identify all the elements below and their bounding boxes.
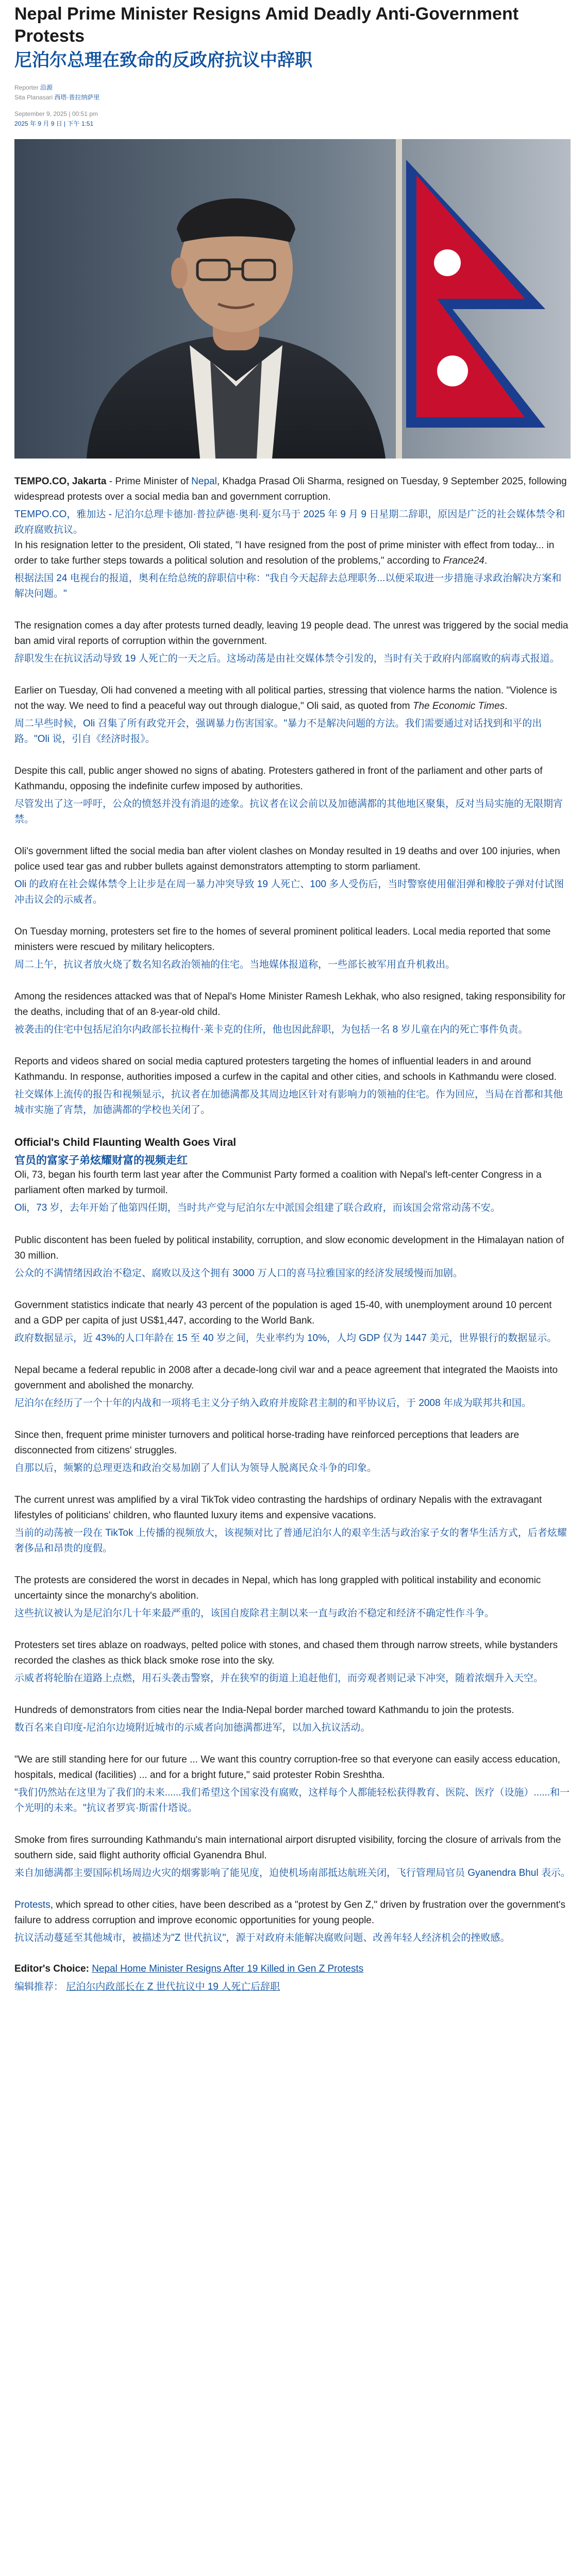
intro-paragraph-zh: TEMPO.CO，雅加达 - 尼泊尔总理卡德加·普拉萨德·奥利·夏尔马于 2025 年 9 月 9 日星期二辞职，原因是广泛的社会媒体禁令和政府腐败抗议。 bbox=[14, 509, 565, 535]
paragraph-zh: 周二早些时候，Oli 召集了所有政党开会，强调暴力伤害国家。"暴力不是解决问题的方法。我们需要通过对话找到和平的出路。"Oli 说，引自《经济时报》。 bbox=[14, 718, 542, 745]
intro-paragraph-en: TEMPO.CO, Jakarta - Prime Minister of Nepal, Khadga Prasad Oli Sharma, resigned on Tuesday, 9 September 2025, following widespread protests over a social media ban and government corruption. bbox=[14, 476, 567, 502]
paragraph-en: Earlier on Tuesday, Oli had convened a meeting with all political parties, stressing that violence harms the nation. "Violence is not the way. We need to find a peaceful way out through dialogue," Oli said, as quoted from The Economic Times. bbox=[14, 685, 557, 712]
paragraph-zh: 尽管发出了这一呼吁，公众的愤怒并没有消退的迹象。抗议者在议会前以及加德满都的其他地区聚集，反对当局实施的无限期宵禁。 bbox=[14, 799, 563, 825]
paragraph-group-1 bbox=[14, 538, 571, 1118]
reporter-line bbox=[14, 83, 571, 93]
paragraph-en: Protesters set tires ablaze on roadways, pelted police with stones, and chased them through narrow streets, while bystanders recorded the clashes as thick black smoke rose into the sky. bbox=[14, 1639, 558, 1666]
editor-choice-link-zh[interactable]: 尼泊尔内政部长在 Z 世代抗议中 19 人死亡后辞职 bbox=[66, 1981, 280, 1993]
paragraph-en: Nepal became a federal republic in 2008 after a decade-long civil war and a peace agreement that integrated the Maoists into government and abolished the monarchy. bbox=[14, 1364, 558, 1391]
paragraph-en: Oli's government lifted the social media ban after violent clashes on Monday resulted in 19 deaths and over 100 injuries, when police used tear gas and rubber bullets against demonstrators attempting to storm parliament. bbox=[14, 846, 560, 873]
subheading-en: Official's Child Flaunting Wealth Goes Viral bbox=[14, 1137, 237, 1149]
paragraph-zh: 这些抗议被认为是尼泊尔几十年来最严重的，该国自废除君主制以来一直与政治不稳定和经济不确定性作斗争。 bbox=[14, 1607, 495, 1619]
dateline: TEMPO.CO, Jakarta bbox=[14, 476, 107, 487]
paragraph-zh: 根据法国 24 电视台的报道，奥利在给总统的辞职信中称："我自今天起辞去总理职务...以便采取进一步措施寻求政治解决方案和解决问题。" bbox=[14, 573, 562, 600]
paragraph-zh: 当前的动荡被一段在 TikTok 上传播的视频放大，该视频对比了普通尼泊尔人的艰辛生活与政治家子女的奢华生活方式，后者炫耀奢侈品和昂贵的度假。 bbox=[14, 1527, 567, 1554]
nepal-link[interactable]: Nepal bbox=[191, 476, 217, 487]
headline-chinese: 尼泊尔总理在致命的反政府抗议中辞职 bbox=[14, 50, 312, 70]
paragraph-zh: Oli 的政府在社会媒体禁令上让步是在周一暴力冲突导致 19 人死亡、100 多人受伤后，当时警察使用催泪弹和橡胶子弹对付试图冲击议会的示威者。 bbox=[14, 879, 564, 906]
paragraph-group-2 bbox=[14, 1167, 571, 1881]
paragraph-zh: 被袭击的住宅中包括尼泊尔内政部长拉梅什·莱卡克的住所，他也因此辞职，为包括一名 8 岁儿童在内的死亡事件负责。 bbox=[14, 1024, 528, 1036]
paragraph-zh: 尼泊尔在经历了一个十年的内战和一项将毛主义分子纳入政府并废除君主制的和平协议后，于 2008 年成为联邦共和国。 bbox=[14, 1397, 531, 1409]
reporter-label: Reporter bbox=[14, 84, 39, 92]
paragraph-zh: 公众的不满情绪因政治不稳定、腐败以及这个拥有 3000 万人口的喜马拉雅国家的经济发展缓慢而加剧。 bbox=[14, 1267, 463, 1279]
final-paragraph-zh: 抗议活动蔓延至其他城市，被描述为"Z 世代抗议"，源于对政府未能解决腐败问题、改善年轻人经济机会的挫败感。 bbox=[14, 1933, 510, 1944]
paragraph-en: Smoke from fires surrounding Kathmandu's main international airport disrupted visibility, forcing the closure of arrivals from the southern side, said flight authority official Gyanendra Bhul. bbox=[14, 1834, 561, 1861]
paragraph-en: "We are still standing here for our future ... We want this country corruption-free so that everyone can easily access education, hospitals, medical (facilities) ... and for a bright future," said protester Robin Sreshtha. bbox=[14, 1754, 560, 1781]
paragraph-zh: "我们仍然站在这里为了我们的未来......我们希望这个国家没有腐败，这样每个人都能轻松获得教育、医院、医疗（设施）......和一个光明的未来。"抗议者罗宾·斯雷什塔说。 bbox=[14, 1787, 570, 1814]
paragraph-en: Government statistics indicate that nearly 43 percent of the population is aged 15-40, with unemployment around 10 percent and a GDP per capita of just US$1,447, according to the World Bank. bbox=[14, 1299, 552, 1326]
hero-photo-illustration bbox=[14, 139, 571, 459]
paragraph-zh: 数百名来自印度-尼泊尔边境附近城市的示威者向加德满都进军，以加入抗议活动。 bbox=[14, 1722, 371, 1733]
paragraph-zh: 政府数据显示，近 43%的人口年龄在 15 至 40 岁之间，失业率约为 10%，人均 GDP 仅为 1447 美元，世界银行的数据显示。 bbox=[14, 1332, 557, 1344]
editor-choice-label: Editor's Choice: bbox=[14, 1963, 89, 1975]
editor-choice-zh bbox=[14, 1979, 571, 1993]
paragraph-en: Public discontent has been fueled by political instability, corruption, and slow economic development in the Himalayan nation of 30 million. bbox=[14, 1234, 564, 1261]
paragraph-zh: 示威者将轮胎在道路上点燃，用石头袭击警察，并在狭窄的街道上追赶他们，而旁观者则记录下冲突，随着浓烟升入天空。 bbox=[14, 1672, 544, 1684]
paragraph-en: The protests are considered the worst in decades in Nepal, which has long grappled with political instability and economic uncertainty since the monarchy's abolition. bbox=[14, 1574, 541, 1601]
publish-date-zh: 2025 年 9 月 9 日 | 下午 1:51 bbox=[14, 120, 94, 127]
paragraph-en: Hundreds of demonstrators from cities near the India-Nepal border marched toward Kathmandu to join the protests. bbox=[14, 1704, 514, 1716]
paragraph-en: On Tuesday morning, protesters set fire to the homes of several prominent political leaders. Local media reported that some ministers were rescued by military helicopters. bbox=[14, 926, 551, 953]
final-paragraph-en: Protests, which spread to other cities, have been described as a "protest by Gen Z," driven by frustration over the government's failure to address corruption and improve economic opportunities for young people. bbox=[14, 1899, 566, 1926]
paragraph-zh: Oli，73 岁，去年开始了他第四任期，当时共产党与尼泊尔左中派国会组建了联合政府，而该国会常常动荡不安。 bbox=[14, 1202, 500, 1214]
paragraph-en: The resignation comes a day after protests turned deadly, leaving 19 people dead. The unrest was triggered by the social media ban amid viral reports of corruption within the government. bbox=[14, 620, 569, 647]
subheading-zh: 官员的富家子弟炫耀财富的视频走红 bbox=[14, 1155, 188, 1167]
editor-name-zh: 西塔·普拉纳萨里 bbox=[54, 94, 100, 101]
reporter-name[interactable]: 沿源 bbox=[40, 84, 53, 92]
paragraph-en: Reports and videos shared on social media captured protesters targeting the homes of influential leaders in and around Kathmandu. In response, authorities imposed a curfew in the capital and other cities, and schools in Kathmandu were closed. bbox=[14, 1056, 557, 1083]
paragraph-zh: 自那以后，频繁的总理更迭和政治交易加剧了人们认为领导人脱离民众斗争的印象。 bbox=[14, 1462, 377, 1473]
editor-choice-label-zh: 编辑推荐： bbox=[14, 1981, 64, 1993]
paragraph-en: Oli, 73, began his fourth term last year after the Communist Party formed a coalition with Nepal's left-center Congress in a parliament often marked by turmoil. bbox=[14, 1170, 542, 1196]
paragraph-en: Despite this call, public anger showed no signs of abating. Protesters gathered in front of the parliament and other parts of Kathmandu, opposing the indefinite curfew imposed by authorities. bbox=[14, 766, 543, 792]
paragraph-zh: 辞职发生在抗议活动导致 19 人死亡的一天之后。这场动荡是由社交媒体禁令引发的，当时有关于政府内部腐败的病毒式报道。 bbox=[14, 653, 560, 665]
paragraph-en: In his resignation letter to the president, Oli stated, "I have resigned from the post of prime minister with effect from today... in order to take further steps towards a political solution and resolution of the problems," according to France24. bbox=[14, 540, 555, 567]
editor-choice-en bbox=[14, 1961, 571, 1977]
editor-name[interactable]: Sita Planasari bbox=[14, 94, 53, 101]
paragraph-en: Since then, frequent prime minister turnovers and political horse-trading have reinforced perceptions that leaders are disconnected from citizens' struggles. bbox=[14, 1429, 520, 1456]
hero-image bbox=[14, 139, 571, 459]
paragraph-en: Among the residences attacked was that of Nepal's Home Minister Ramesh Lekhak, who also resigned, taking responsibility for the deaths, including that of an 8-year-old child. bbox=[14, 991, 566, 1018]
editor-line bbox=[14, 93, 571, 103]
headline-english: Nepal Prime Minister Resigns Amid Deadly Anti-Government Protests bbox=[14, 4, 519, 46]
article-meta bbox=[14, 83, 571, 129]
publish-date: September 9, 2025 | 00:51 pm bbox=[14, 110, 98, 117]
paragraph-zh: 社交媒体上流传的报告和视频显示，抗议者在加德满都及其周边地区针对有影响力的领袖的住宅。作为回应，当局在首都和其他城市实施了宵禁，加德满都的学校也关闭了。 bbox=[14, 1089, 563, 1116]
paragraph-en: The current unrest was amplified by a viral TikTok video contrasting the hardships of ordinary Nepalis with the extravagant lifestyles of politicians' children, who flaunted luxury items and expensive vacations. bbox=[14, 1494, 542, 1521]
paragraph-zh: 来自加德满都主要国际机场周边火灾的烟雾影响了能见度，迫使机场南部抵达航班关闭，飞行管理局官员 Gyanendra Bhul 表示。 bbox=[14, 1867, 571, 1878]
editor-choice-link[interactable]: Nepal Home Minister Resigns After 19 Killed in Gen Z Protests bbox=[92, 1963, 364, 1975]
protests-link[interactable]: Protests bbox=[14, 1899, 51, 1910]
article-body bbox=[14, 474, 571, 1993]
paragraph-zh: 周二上午，抗议者放火烧了数名知名政治领袖的住宅。当地媒体报道称，一些部长被军用直升机救出。 bbox=[14, 959, 456, 971]
